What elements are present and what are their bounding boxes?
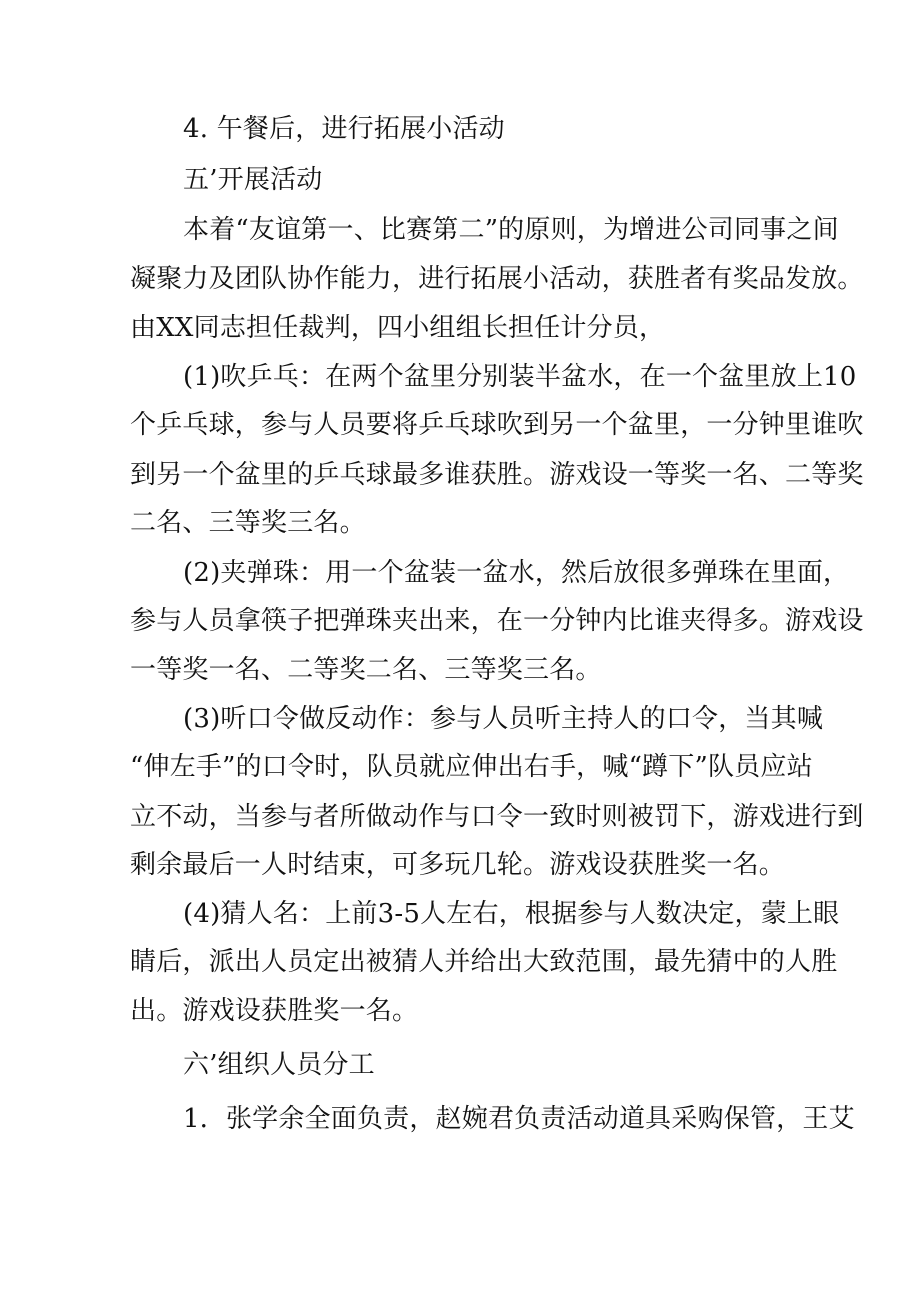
- paragraph-line: 睛后，派出人员定出被猜人并给出大致范围，最先猜中的人胜: [130, 947, 838, 977]
- paragraph-line: 二名、三等奖三名。: [130, 508, 366, 538]
- paragraph-line: 立不动，当参与者所做动作与口令一致时则被罚下，游戏进行到: [130, 802, 864, 832]
- paragraph-line: 由XX同志担任裁判，四小组组长担任计分员，: [130, 313, 666, 343]
- paragraph-line: 个乒乓球，参与人员要将乒乓球吹到另一个盆里，一分钟里谁吹: [130, 410, 864, 440]
- game-marbles-line: (2)夹弹珠：用一个盆装一盆水，然后放很多弹珠在里面，: [183, 558, 850, 588]
- list-item-lunch-activity: 4. 午餐后，进行拓展小活动: [183, 114, 505, 144]
- game-ping-pong-line: (1)吹乒乓：在两个盆里分别装半盆水，在一个盆里放上10: [183, 362, 857, 392]
- section-heading-activities: 五’开展活动: [183, 165, 323, 195]
- paragraph-line: 参与人员拿筷子把弹珠夹出来，在一分钟内比谁夹得多。游戏设: [130, 606, 864, 636]
- paragraph-line: 本着“友谊第一、比赛第二”的原则，为增进公司同事之间: [183, 215, 839, 245]
- paragraph-line: 剩余最后一人时结束，可多玩几轮。游戏设获胜奖一名。: [130, 850, 786, 880]
- list-item-staff-1: 1．张学余全面负责，赵婉君负责活动道具采购保管，王艾: [183, 1104, 855, 1134]
- game-guess-name-line: (4)猜人名：上前3-5人左右，根据参与人数决定，蒙上眼: [183, 899, 840, 929]
- game-commands-line: (3)听口令做反动作：参与人员听主持人的口令，当其喊: [183, 704, 824, 734]
- paragraph-line: 一等奖一名、二等奖二名、三等奖三名。: [130, 655, 602, 685]
- paragraph-line: 出。游戏设获胜奖一名。: [130, 996, 419, 1026]
- section-heading-staff: 六’组织人员分工: [183, 1050, 375, 1080]
- paragraph-line: 凝聚力及团队协作能力，进行拓展小活动，获胜者有奖品发放。: [130, 264, 864, 294]
- paragraph-line: “伸左手”的口令时，队员就应伸出右手，喊“蹲下”队员应站: [130, 752, 813, 782]
- paragraph-line: 到另一个盆里的乒乓球最多谁获胜。游戏设一等奖一名、二等奖: [130, 460, 864, 490]
